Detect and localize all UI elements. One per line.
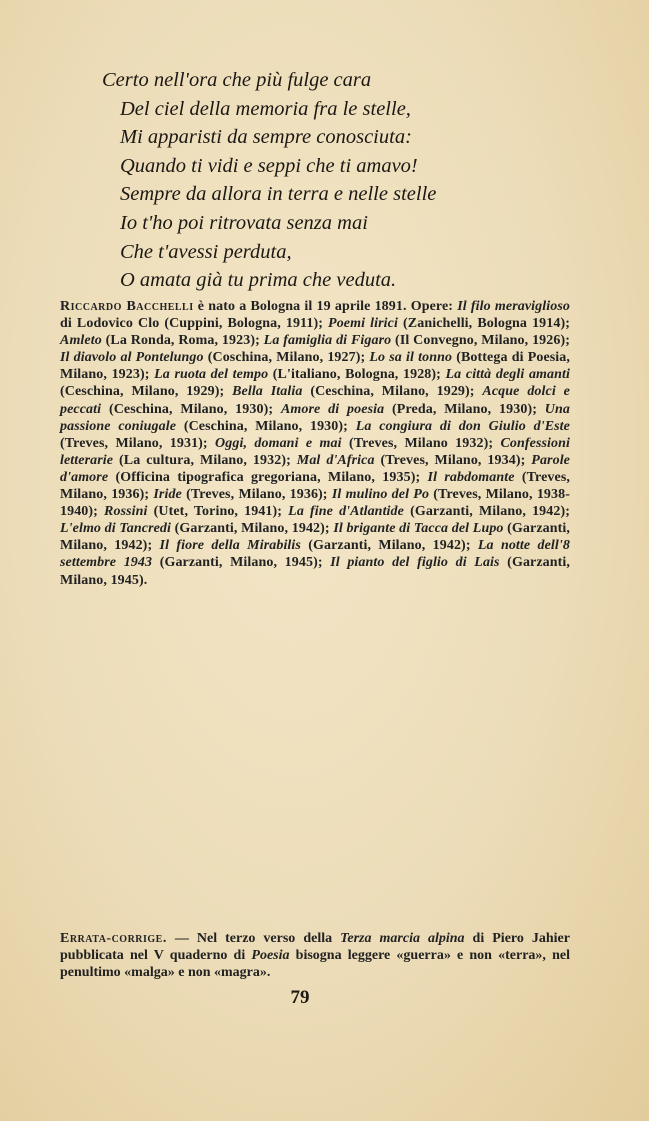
bio-text: (Coschina, Milano, 1927); [203, 350, 370, 366]
poem-line: Mi apparisti da sempre conosciuta: [120, 126, 412, 149]
bio-text: (Garzanti, Milano, 1945). [60, 555, 571, 588]
bio-text: (Ceschina, Milano, 1929); [302, 384, 483, 400]
work-title: Poemi lirici [328, 316, 398, 332]
work-title: Lo sa il tonno [369, 350, 453, 366]
bio-text: (La Ronda, Roma, 1923); [101, 333, 264, 349]
bio-text: (Ceschina, Milano, 1930); [101, 401, 281, 417]
bio-text: (Ceschina, Milano, 1930); [176, 418, 356, 434]
work-title: La fine d'Atlantide [288, 504, 404, 520]
work-title: Il brigante di Tacca del Lupo [333, 521, 504, 537]
work-title: Iride [153, 487, 182, 503]
bio-text: (Il Convegno, Milano, 1926); [391, 333, 570, 349]
author-biography [60, 298, 570, 589]
bio-text: (Preda, Milano, 1930); [384, 401, 545, 417]
bio-text: (Treves, Milano, 1938-1940); [60, 487, 570, 520]
poem-line: Certo nell'ora che più fulge cara [102, 69, 372, 91]
bio-text: (Treves, Milano, 1936); [181, 487, 332, 503]
bio-text: (Garzanti, Milano, 1945); [152, 555, 331, 571]
work-title: Amleto [60, 333, 102, 349]
bio-text: (Ceschina, Milano, 1929); [60, 384, 233, 400]
bio-text: (Utet, Torino, 1941); [147, 504, 289, 520]
poem-line: Che t'avessi perduta, [120, 240, 292, 263]
errata-text: — Nel terzo verso della [166, 931, 341, 946]
work-title: Il mulino del Po [331, 487, 430, 503]
poem-line: Quando ti vidi e seppi che ti amavo! [120, 154, 418, 177]
errata-label: Errata-corrige. [60, 931, 167, 946]
author-name: Riccardo Bacchelli [60, 299, 194, 314]
work-title: Il filo meraviglioso [457, 299, 570, 314]
work-title: Il pianto del figlio di Lais [330, 555, 500, 571]
work-title: Parole d'amore [60, 452, 571, 485]
poem [102, 66, 572, 295]
work-title: La congiura di don Giulio d'Este [355, 418, 570, 434]
page-number: 79 [290, 987, 310, 1008]
errata-text: bisogna leggere «guerra» e non «terra», nel penultimo «malga» e non «magra». [60, 948, 570, 980]
bio-text: (L'italiano, Bologna, 1928); [268, 367, 446, 383]
work-title: Il fiore della Mirabilis [159, 538, 301, 554]
bio-text: (Garzanti, Milano, 1942); [403, 504, 570, 520]
work-title: Confessioni letterarie [60, 435, 571, 468]
work-title: Il rabdomante [427, 469, 515, 485]
errata-corrige [60, 930, 570, 981]
bio-text: (La cultura, Milano, 1932); [113, 452, 297, 468]
bio-text: (Garzanti, Milano, 1942); [300, 538, 478, 554]
work-title: L'elmo di Tancredi [60, 521, 172, 537]
bio-text: è nato a Bologna il 19 aprile 1891. Opere: [193, 299, 458, 314]
work-title: La notte dell'8 settembre 1943 [60, 538, 571, 571]
poem-line: Io t'ho poi ritrovata senza mai [120, 211, 368, 234]
work-title: Amore di poesia [280, 401, 385, 417]
work-title: Una passione coniugale [60, 401, 570, 434]
bio-text: (Garzanti, Milano, 1942); [60, 521, 570, 554]
bio-text: (Zanichelli, Bologna 1914); [397, 316, 571, 332]
work-title: Poesia [251, 948, 290, 963]
work-title: Terza marcia alpina [340, 931, 465, 946]
work-title: Acque dolci e peccati [60, 384, 570, 417]
poem-line: O amata già tu prima che veduta. [120, 269, 397, 292]
bio-text: (Treves, Milano, 1934); [374, 452, 532, 468]
bio-text: di Lodovico Clo (Cuppini, Bologna, 1911); [60, 316, 329, 332]
bio-text: (Treves, Milano 1932); [341, 435, 501, 451]
work-title: La ruota del tempo [154, 367, 269, 383]
work-title: La città degli amanti [445, 367, 571, 383]
poem-line: Del ciel della memoria fra le stelle, [120, 97, 411, 120]
work-title: Rossini [104, 504, 148, 520]
bio-text: (Treves, Milano, 1936); [60, 469, 570, 503]
work-title: Mal d'Africa [296, 452, 375, 468]
bio-text: (Officina tipografica gregoriana, Milano, 1935); [108, 469, 428, 485]
work-title: Il diavolo al Pontelungo [60, 350, 204, 366]
work-title: Bella Italia [232, 384, 303, 400]
poem-line: Sempre da allora in terra e nelle stelle [120, 183, 437, 206]
work-title: La famiglia di Figaro [263, 333, 392, 349]
bio-text: (Garzanti, Milano, 1942); [171, 521, 334, 537]
errata-text: di Piero Jahier pubblicata nel V quaderno di [60, 931, 570, 963]
bio-text: (Bottega di Poesia, Milano, 1923); [60, 350, 570, 383]
bio-text: (Treves, Milano, 1931); [60, 435, 216, 451]
work-title: Oggi, domani e mai [215, 435, 342, 451]
